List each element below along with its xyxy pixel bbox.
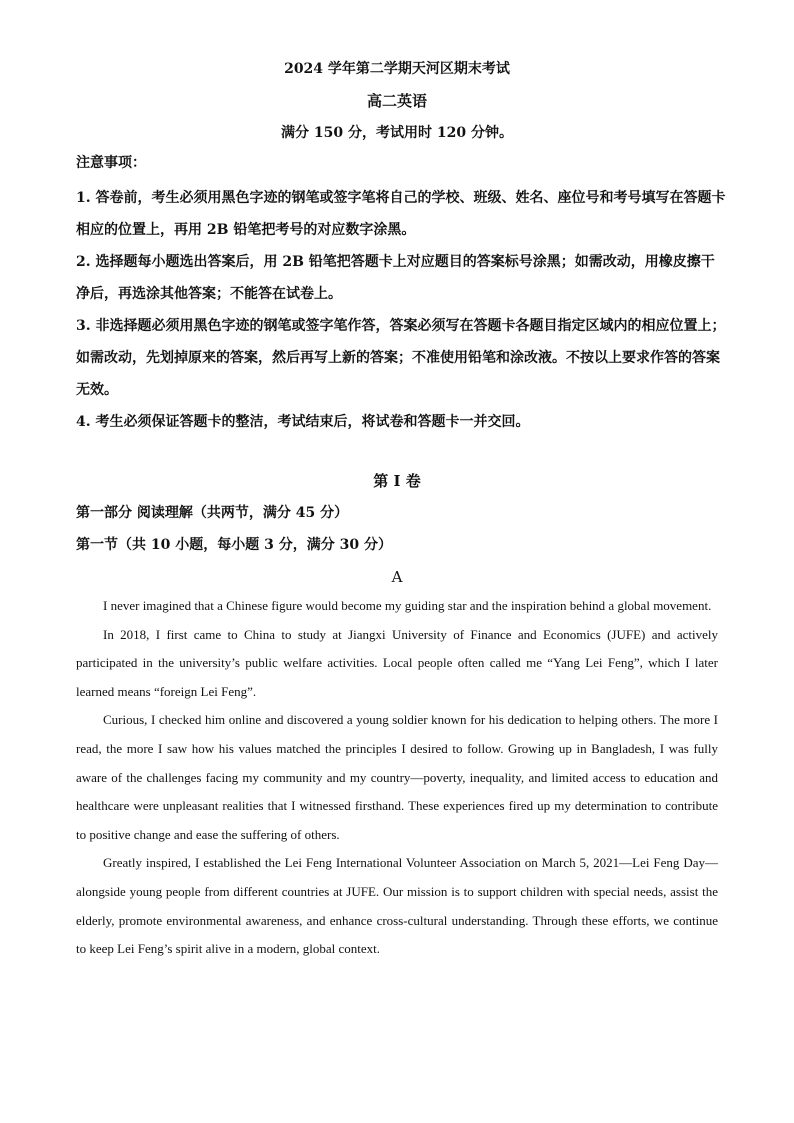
section-heading: 第一节（共 10 小题，每小题 3 分，满分 30 分） xyxy=(76,537,392,553)
volume-heading: 第 I 卷 xyxy=(373,472,421,490)
passage-paragraph: I never imagined that a Chinese figure would become my guiding star and the inspiration behind a global movement. xyxy=(103,598,712,613)
part-heading: 第一部分 阅读理解（共两节，满分 45 分） xyxy=(76,505,349,521)
passage-paragraph: In 2018, I first came to China to study at Jiangxi University of Finance and Economics (JUFE) and actively participated in the university’s public welfare activities. Local people often called me “Yang Lei Feng”, which I later learned means “foreign Lei Feng”. xyxy=(76,626,718,699)
notice-item-3: 3. 非选择题必须用黑色字迹的钢笔或签字笔作答，答案必须写在答题卡各题目指定区域内的相应位置上；如需改动，先划掉原来的答案，然后再写上新的答案；不准使用铅笔和涂改液。不按以上要求作答的答案无效。 xyxy=(76,318,726,398)
passage-body xyxy=(76,592,718,964)
notice-item-1: 1. 答卷前，考生必须用黑色字迹的钢笔或签字笔将自己的学校、班级、姓名、座位号和考号填写在答题卡相应的位置上，再用 2B 铅笔把考号的对应数字涂黑。 xyxy=(76,190,726,238)
exam-title: 2024 学年第二学期天河区期末考试 xyxy=(284,61,510,77)
notice-heading: 注意事项： xyxy=(76,155,146,171)
subject-title: 高二英语 xyxy=(366,92,427,110)
notice-item-2: 2. 选择题每小题选出答案后，用 2B 铅笔把答题卡上对应题目的答案标号涂黑；如需改动，用橡皮擦干净后，再选涂其他答案；不能答在试卷上。 xyxy=(76,254,715,302)
passage-paragraph: Curious, I checked him online and discovered a young soldier known for his dedication to helping others. The more I read, the more I saw how his values matched the principles I desired to follow. Growing up in Bangladesh, I was fully aware of the challenges facing my community and my country—poverty, inequality, and limited access to education and healthcare were unpleasant realities that I witnessed firsthand. These experiences fired up my determination to contribute to positive change and ease the suffering of others. xyxy=(76,712,718,842)
score-time: 满分 150 分，考试用时 120 分钟。 xyxy=(281,125,513,141)
passage-paragraph: Greatly inspired, I established the Lei Feng International Volunteer Association on March 5, 2021—Lei Feng Day—alongside young people from different countries at JUFE. Our mission is to support children with special needs, assist the elderly, promote environmental awareness, and enhance cross-cultural understanding. Through these efforts, we continue to keep Lei Feng’s spirit alive in a modern, global context. xyxy=(76,855,718,957)
passage-label: A xyxy=(391,568,403,586)
notice-item-4: 4. 考生必须保证答题卡的整洁，考试结束后，将试卷和答题卡一并交回。 xyxy=(76,414,530,430)
